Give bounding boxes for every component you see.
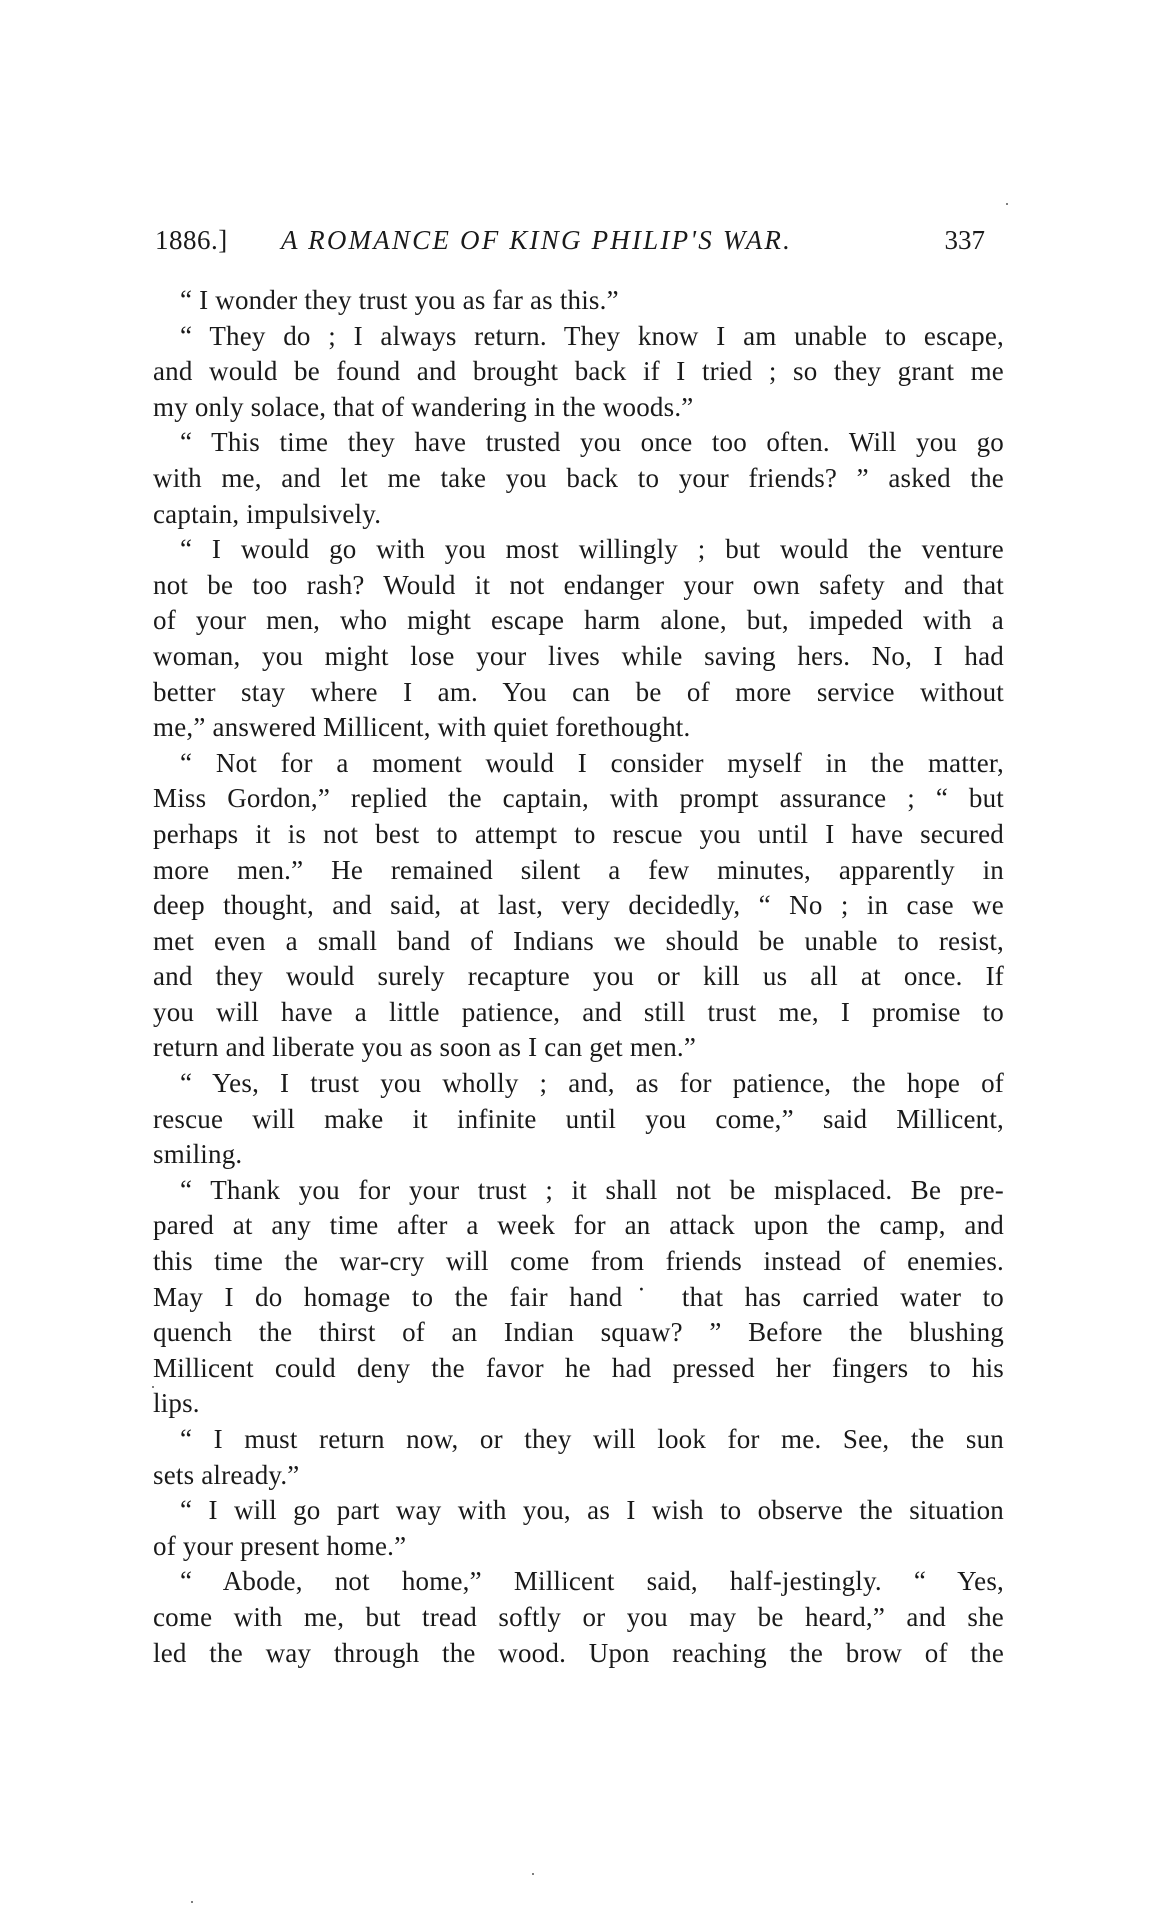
scan-speck bbox=[191, 1901, 193, 1903]
text-line: smiling. bbox=[153, 1139, 243, 1170]
scan-speck bbox=[152, 1386, 154, 1388]
paragraph-first-line: “ This time they have trusted you once too often. Will you go bbox=[180, 427, 1004, 458]
paragraph-first-line: “ I would go with you most willingly ; but would the venture bbox=[180, 534, 1004, 565]
paragraph-first-line: “ They do ; I always return. They know I am unable to escape, bbox=[180, 320, 1004, 351]
text-line: of your present home.” bbox=[153, 1530, 407, 1561]
scan-speck bbox=[1006, 203, 1008, 205]
text-line: and they would surely recapture you or kill us all at once. If bbox=[153, 961, 1004, 992]
text-line: quench the thirst of an Indian squaw? ” Before the blushing bbox=[153, 1317, 1004, 1348]
text-line: this time the war-cry will come from friends instead of enemies. bbox=[153, 1246, 1004, 1277]
text-line: lips. bbox=[153, 1388, 200, 1419]
text-line: Millicent could deny the favor he had pressed her fingers to his bbox=[153, 1352, 1004, 1383]
paragraph-first-line: “ Yes, I trust you wholly ; and, as for patience, the hope of bbox=[180, 1068, 1004, 1099]
text-line: sets already.” bbox=[153, 1459, 300, 1490]
paragraph-first-line: “ I must return now, or they will look for me. See, the sun bbox=[180, 1424, 1004, 1454]
paragraph-first-line: “ Abode, not home,” Millicent said, half-jestingly. “ Yes, bbox=[180, 1566, 1004, 1597]
text-line: return and liberate you as soon as I can get men.” bbox=[153, 1032, 697, 1063]
paragraph-first-line: “ I will go part way with you, as I wish to observe the situation bbox=[180, 1495, 1004, 1526]
text-line: me,” answered Millicent, with quiet forethought. bbox=[153, 712, 691, 743]
text-line: and would be found and brought back if I tried ; so they grant me bbox=[153, 356, 1004, 387]
text-line: better stay where I am. You can be of more service without bbox=[153, 676, 1004, 707]
running-head-year: 1886.] bbox=[155, 225, 228, 255]
text-line: pared at any time after a week for an attack upon the camp, and bbox=[153, 1210, 1004, 1241]
text-line: met even a small band of Indians we should be unable to resist, bbox=[153, 925, 1004, 956]
text-line: you will have a little patience, and still trust me, I promise to bbox=[153, 996, 1004, 1027]
page-number: 337 bbox=[944, 225, 985, 255]
running-head bbox=[155, 222, 985, 258]
text-line: led the way through the wood. Upon reaching the brow of the bbox=[153, 1637, 1004, 1668]
text-line: rescue will make it infinite until you come,” said Millicent, bbox=[153, 1103, 1004, 1134]
body-text bbox=[153, 283, 1004, 1671]
running-head-title: A ROMANCE OF KING PHILIP'S WAR. bbox=[281, 225, 793, 255]
paragraph-first-line: “ I wonder they trust you as far as this.” bbox=[180, 285, 619, 315]
text-line: May I do homage to the fair hand˙ that has carried water to bbox=[153, 1281, 1004, 1312]
text-line: of your men, who might escape harm alone, but, impeded with a bbox=[153, 605, 1004, 636]
text-line: deep thought, and said, at last, very decidedly, “ No ; in case we bbox=[153, 890, 1004, 921]
paragraph-first-line: “ Not for a moment would I consider myself in the matter, bbox=[180, 747, 1004, 778]
text-line: my only solace, that of wandering in the woods.” bbox=[153, 391, 694, 422]
text-line: with me, and let me take you back to your friends? ” asked the bbox=[153, 462, 1004, 493]
scan-speck bbox=[532, 1873, 534, 1875]
text-line: woman, you might lose your lives while saving hers. No, I had bbox=[153, 640, 1004, 671]
text-line: Miss Gordon,” replied the captain, with prompt assurance ; “ but bbox=[153, 783, 1004, 814]
text-line: come with me, but tread softly or you may be heard,” and she bbox=[153, 1601, 1004, 1632]
text-line: captain, impulsively. bbox=[153, 498, 382, 529]
text-line: perhaps it is not best to attempt to rescue you until I have secured bbox=[153, 818, 1004, 849]
text-line: not be too rash? Would it not endanger your own safety and that bbox=[153, 569, 1004, 600]
paragraph-first-line: “ Thank you for your trust ; it shall not be misplaced. Be pre- bbox=[180, 1174, 1004, 1205]
text-line: more men.” He remained silent a few minutes, apparently in bbox=[153, 854, 1004, 885]
